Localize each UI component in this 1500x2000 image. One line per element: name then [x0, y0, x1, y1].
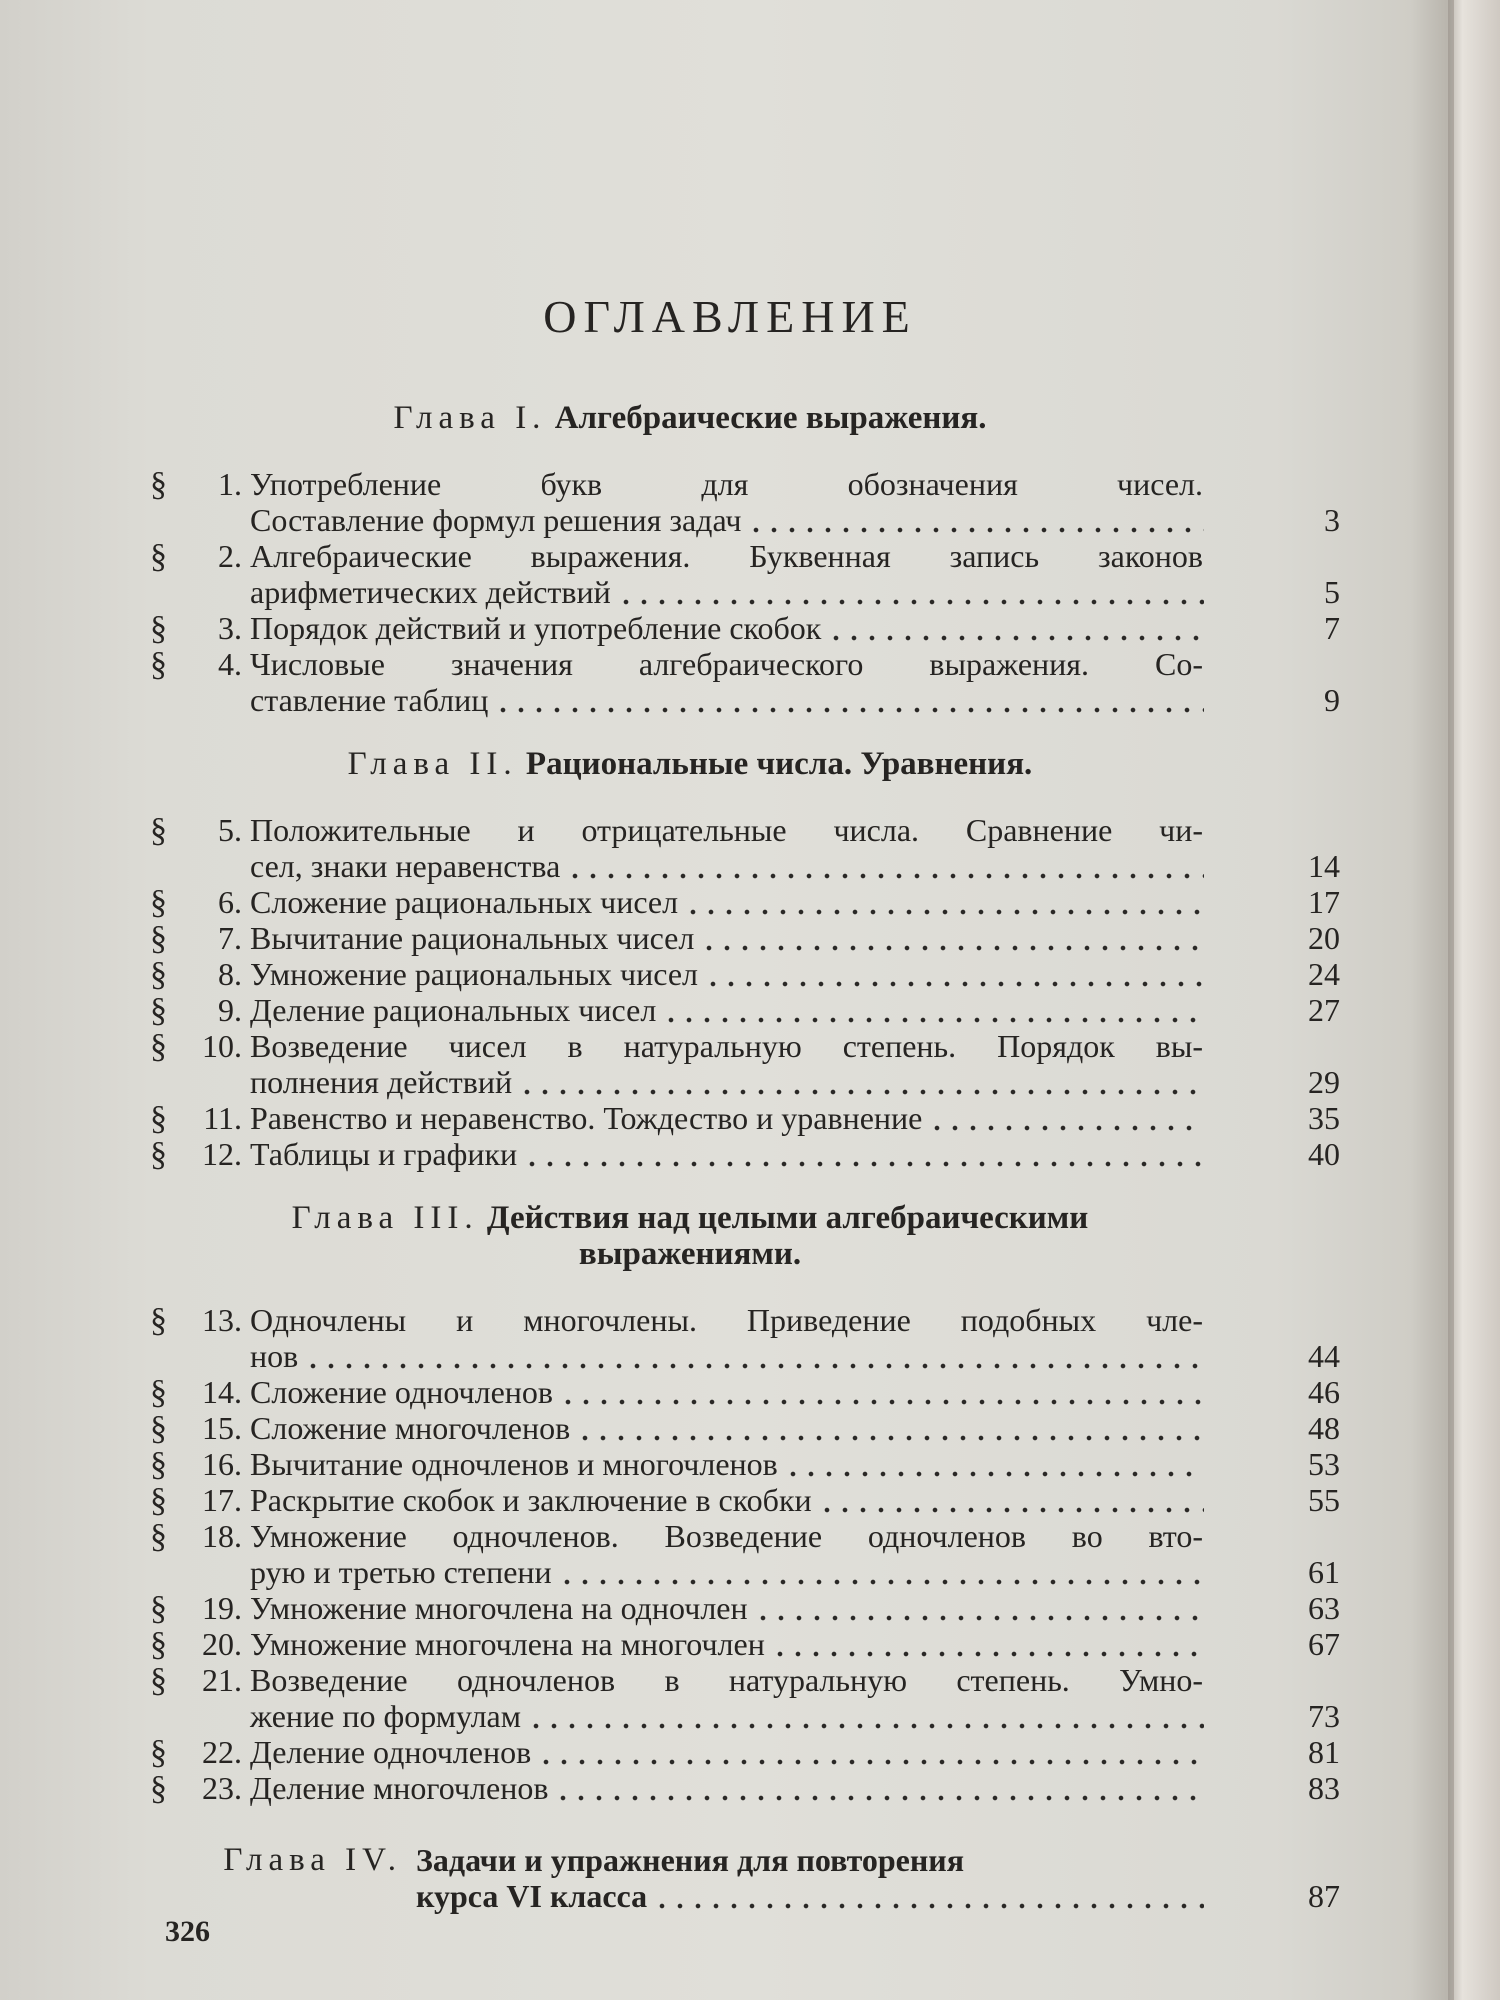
section-title: Деление одночленов: [250, 1734, 532, 1770]
toc-entry: [150, 1136, 1340, 1172]
section-sign: §: [150, 1626, 167, 1663]
toc-entry-line: [150, 1100, 1340, 1136]
toc-entry: [150, 646, 1340, 718]
section-sign: §: [150, 1100, 167, 1137]
toc-entry-line: [150, 682, 1340, 718]
page-ref: 5: [1324, 574, 1340, 610]
toc-entry-line: [150, 1028, 1340, 1064]
chapter-name: Алгебраические выражения.: [554, 400, 987, 436]
page-number: 326: [165, 1915, 210, 1948]
dot-leader: [527, 1722, 1204, 1730]
section-title: Вычитание одночленов и многочленов: [250, 1446, 778, 1482]
dot-leader: [784, 1470, 1204, 1478]
section-number: 12.: [202, 1136, 242, 1172]
dot-leader: [818, 1506, 1204, 1514]
section-sign: §: [150, 956, 167, 993]
toc-entry-line: [150, 956, 1340, 992]
section-sign: §: [150, 812, 167, 849]
chapter-name: Задачи и упражнения для повторения: [416, 1842, 965, 1878]
dot-leader: [537, 1758, 1204, 1766]
toc-entry-line: [150, 992, 1340, 1028]
section-sign: §: [150, 538, 167, 575]
toc-entry-line: [416, 1842, 1340, 1878]
page-ref: 14: [1308, 848, 1340, 884]
page-ref: 20: [1308, 920, 1340, 956]
section-sign: §: [150, 1374, 167, 1411]
toc-entry-line: [150, 812, 1340, 848]
section-title: рую и третью степени: [250, 1554, 552, 1590]
section-sign: §: [150, 992, 167, 1029]
section-number: 10.: [202, 1028, 242, 1064]
toc-entry: [150, 1770, 1340, 1806]
dot-leader: [928, 1124, 1204, 1132]
toc-entry-line: [150, 1338, 1340, 1374]
section-title: Деление рациональных чисел: [250, 992, 657, 1028]
section-title: Порядок действий и употребление скобок: [250, 610, 822, 646]
dot-leader: [827, 634, 1204, 642]
section-title: Положительные и отрицательные числа. Сравнение чи-: [250, 812, 1203, 848]
dot-leader: [662, 1016, 1204, 1024]
section-number: 21.: [202, 1662, 242, 1698]
chapter-label: Глава II.: [347, 746, 518, 782]
chapter-heading: [150, 1200, 1340, 1272]
section-sign: §: [150, 920, 167, 957]
section-sign: §: [150, 1662, 167, 1699]
toc-entry: [150, 1374, 1340, 1410]
section-number: 15.: [202, 1410, 242, 1446]
section-number: 6.: [218, 884, 242, 920]
section-sign: §: [150, 646, 167, 683]
toc-entry-line: [150, 466, 1340, 502]
page-ref: 53: [1308, 1446, 1340, 1482]
section-number: 2.: [218, 538, 242, 574]
toc-entry-line: [150, 1518, 1340, 1554]
section-title: Умножение многочлена на одночлен: [250, 1590, 748, 1626]
section-sign: §: [150, 1446, 167, 1483]
dot-leader: [304, 1362, 1204, 1370]
toc-entry: [150, 992, 1340, 1028]
section-sign: §: [150, 1410, 167, 1447]
chapter-4-entry: [150, 1842, 1340, 1914]
dot-leader: [523, 1160, 1204, 1168]
section-sign: §: [150, 1482, 167, 1519]
toc-entry: [150, 538, 1340, 610]
section-number: 7.: [218, 920, 242, 956]
page-ref: 27: [1308, 992, 1340, 1028]
toc-entry: [150, 884, 1340, 920]
chapter-label: Глава IV.: [223, 1842, 402, 1878]
page-ref: 73: [1308, 1698, 1340, 1734]
toc-entry: [150, 1410, 1340, 1446]
toc-entry-line: [150, 1662, 1340, 1698]
section-number: 13.: [202, 1302, 242, 1338]
chapter-heading: [150, 746, 1340, 782]
section-number: 4.: [218, 646, 242, 682]
page-ref: 17: [1308, 884, 1340, 920]
section-sign: §: [150, 884, 167, 921]
toc-entry: [150, 1662, 1340, 1734]
dot-leader: [684, 908, 1204, 916]
page-ref: 83: [1308, 1770, 1340, 1806]
section-sign: §: [150, 1136, 167, 1173]
toc-entry: [150, 466, 1340, 538]
section-number: 19.: [202, 1590, 242, 1626]
toc-entry: [150, 1590, 1340, 1626]
page-ref: 61: [1308, 1554, 1340, 1590]
section-title: Возведение одночленов в натуральную степень. Умно-: [250, 1662, 1203, 1698]
page-ref: 24: [1308, 956, 1340, 992]
section-title: нов: [250, 1338, 299, 1374]
section-sign: §: [150, 1734, 167, 1771]
toc-entry-line: [150, 1482, 1340, 1518]
section-title: Употребление букв для обозначения чисел.: [250, 466, 1203, 502]
toc-entry-line: [150, 1590, 1340, 1626]
section-title: Сложение рациональных чисел: [250, 884, 679, 920]
toc-entry-line: [150, 1410, 1340, 1446]
toc-entry-line: [150, 502, 1340, 538]
toc-entry: [150, 610, 1340, 646]
section-title: Деление многочленов: [250, 1770, 549, 1806]
toc-entry-line: [150, 1136, 1340, 1172]
section-number: 20.: [202, 1626, 242, 1662]
toc-entry: [150, 956, 1340, 992]
toc-entry-line: [150, 920, 1340, 956]
section-sign: §: [150, 466, 167, 503]
toc-entry-line: [150, 1554, 1340, 1590]
toc-entry-line: [416, 1878, 1340, 1914]
toc-entry-line: [150, 1064, 1340, 1100]
chapter-name: курса VI класса: [416, 1878, 648, 1914]
section-sign: §: [150, 1590, 167, 1627]
section-title: сел, знаки неравенства: [250, 848, 561, 884]
section-title: Сложение одночленов: [250, 1374, 554, 1410]
section-title: Одночлены и многочлены. Приведение подобных чле-: [250, 1302, 1203, 1338]
section-title: Возведение чисел в натуральную степень. Порядок вы-: [250, 1028, 1203, 1064]
page-ref: 81: [1308, 1734, 1340, 1770]
page-ref: 7: [1324, 610, 1340, 646]
toc-entry-line: [150, 1446, 1340, 1482]
section-title: Умножение рациональных чисел: [250, 956, 698, 992]
section-number: 8.: [218, 956, 242, 992]
chapter-heading: [150, 400, 1340, 436]
toc-entry-line: [150, 538, 1340, 574]
dot-leader: [747, 526, 1204, 534]
toc-entry-line: [150, 1734, 1340, 1770]
page-ref: 29: [1308, 1064, 1340, 1100]
chapter-name: Рациональные числа. Уравнения.: [525, 746, 1033, 782]
page-ref: 46: [1308, 1374, 1340, 1410]
page-ref: 44: [1308, 1338, 1340, 1374]
toc-entry: [150, 1028, 1340, 1100]
dot-leader: [576, 1434, 1204, 1442]
page-ref: 48: [1308, 1410, 1340, 1446]
section-title: Умножение одночленов. Возведение одночленов во вто-: [250, 1518, 1203, 1554]
toc-entry-line: [150, 646, 1340, 682]
section-number: 22.: [202, 1734, 242, 1770]
toc-entry: [150, 812, 1340, 884]
section-title: Сложение многочленов: [250, 1410, 571, 1446]
dot-leader: [559, 1398, 1204, 1406]
toc-entry: [150, 1626, 1340, 1662]
section-title: Вычитание рациональных чисел: [250, 920, 695, 956]
section-number: 14.: [202, 1374, 242, 1410]
section-number: 9.: [218, 992, 242, 1028]
section-title: полнения действий: [250, 1064, 513, 1100]
section-title: Составление формул решения задач: [250, 502, 742, 538]
chapter-name: Действия над целыми алгебраическими: [486, 1200, 1089, 1236]
dot-leader: [754, 1614, 1204, 1622]
toc-entry: [150, 920, 1340, 956]
section-title: Умножение многочлена на многочлен: [250, 1626, 765, 1662]
page-title: ОГЛАВЛЕНИЕ: [543, 291, 917, 342]
page-ref: 55: [1308, 1482, 1340, 1518]
dot-leader: [518, 1088, 1204, 1096]
section-title: Равенство и неравенство. Тождество и уравнение: [250, 1100, 923, 1136]
section-title: жение по формулам: [250, 1698, 521, 1734]
page-ref: 9: [1324, 682, 1340, 718]
section-title: Таблицы и графики: [250, 1136, 518, 1172]
toc-entry: [150, 1302, 1340, 1374]
toc-entry: [150, 1518, 1340, 1590]
section-sign: §: [150, 1028, 167, 1065]
section-number: 1.: [218, 466, 242, 502]
section-number: 3.: [218, 610, 242, 646]
section-number: 16.: [202, 1446, 242, 1482]
toc-entry-line: [150, 1698, 1340, 1734]
toc-entry-line: [150, 1374, 1340, 1410]
page-ref: 40: [1308, 1136, 1340, 1172]
toc-entry: [150, 1734, 1340, 1770]
page-ref: 67: [1308, 1626, 1340, 1662]
dot-leader: [653, 1902, 1204, 1910]
toc-entry-line: [150, 574, 1340, 610]
page-ref: 35: [1308, 1100, 1340, 1136]
section-number: 5.: [218, 812, 242, 848]
toc-entry: [150, 1482, 1340, 1518]
dot-leader: [566, 872, 1204, 880]
section-title: Раскрытие скобок и заключение в скобки: [250, 1482, 812, 1518]
section-sign: §: [150, 610, 167, 647]
chapter-4-body: [416, 1842, 1340, 1914]
dot-leader: [617, 598, 1204, 606]
section-title: ставление таблиц: [250, 682, 489, 718]
page-ref: 63: [1308, 1590, 1340, 1626]
dot-leader: [558, 1578, 1204, 1586]
dot-leader: [771, 1650, 1204, 1658]
toc-entry: [150, 1100, 1340, 1136]
section-sign: §: [150, 1770, 167, 1807]
page-ref: 87: [1308, 1878, 1340, 1914]
toc-entry-line: [150, 610, 1340, 646]
toc-entry-line: [150, 1626, 1340, 1662]
dot-leader: [554, 1794, 1204, 1802]
chapter-label: Глава III.: [291, 1200, 479, 1236]
chapter-label: Глава I.: [393, 400, 547, 436]
section-title: Алгебраические выражения. Буквенная запись законов: [250, 538, 1203, 574]
section-number: 18.: [202, 1518, 242, 1554]
dot-leader: [700, 944, 1204, 952]
page-ref: 3: [1324, 502, 1340, 538]
toc-entry-line: [150, 884, 1340, 920]
section-number: 23.: [202, 1770, 242, 1806]
toc-entry: [150, 1446, 1340, 1482]
dot-leader: [704, 980, 1204, 988]
toc-entry-line: [150, 1770, 1340, 1806]
dot-leader: [494, 706, 1204, 714]
toc-entry-line: [150, 848, 1340, 884]
table-of-contents: [150, 400, 1340, 1914]
section-title: Числовые значения алгебраического выражения. Со-: [250, 646, 1203, 682]
section-title: арифметических действий: [250, 574, 611, 610]
section-sign: §: [150, 1302, 167, 1339]
section-sign: §: [150, 1518, 167, 1555]
section-number: 11.: [203, 1100, 242, 1136]
section-number: 17.: [202, 1482, 242, 1518]
toc-entry-line: [150, 1302, 1340, 1338]
chapter-name-continued: выражениями.: [578, 1236, 802, 1272]
